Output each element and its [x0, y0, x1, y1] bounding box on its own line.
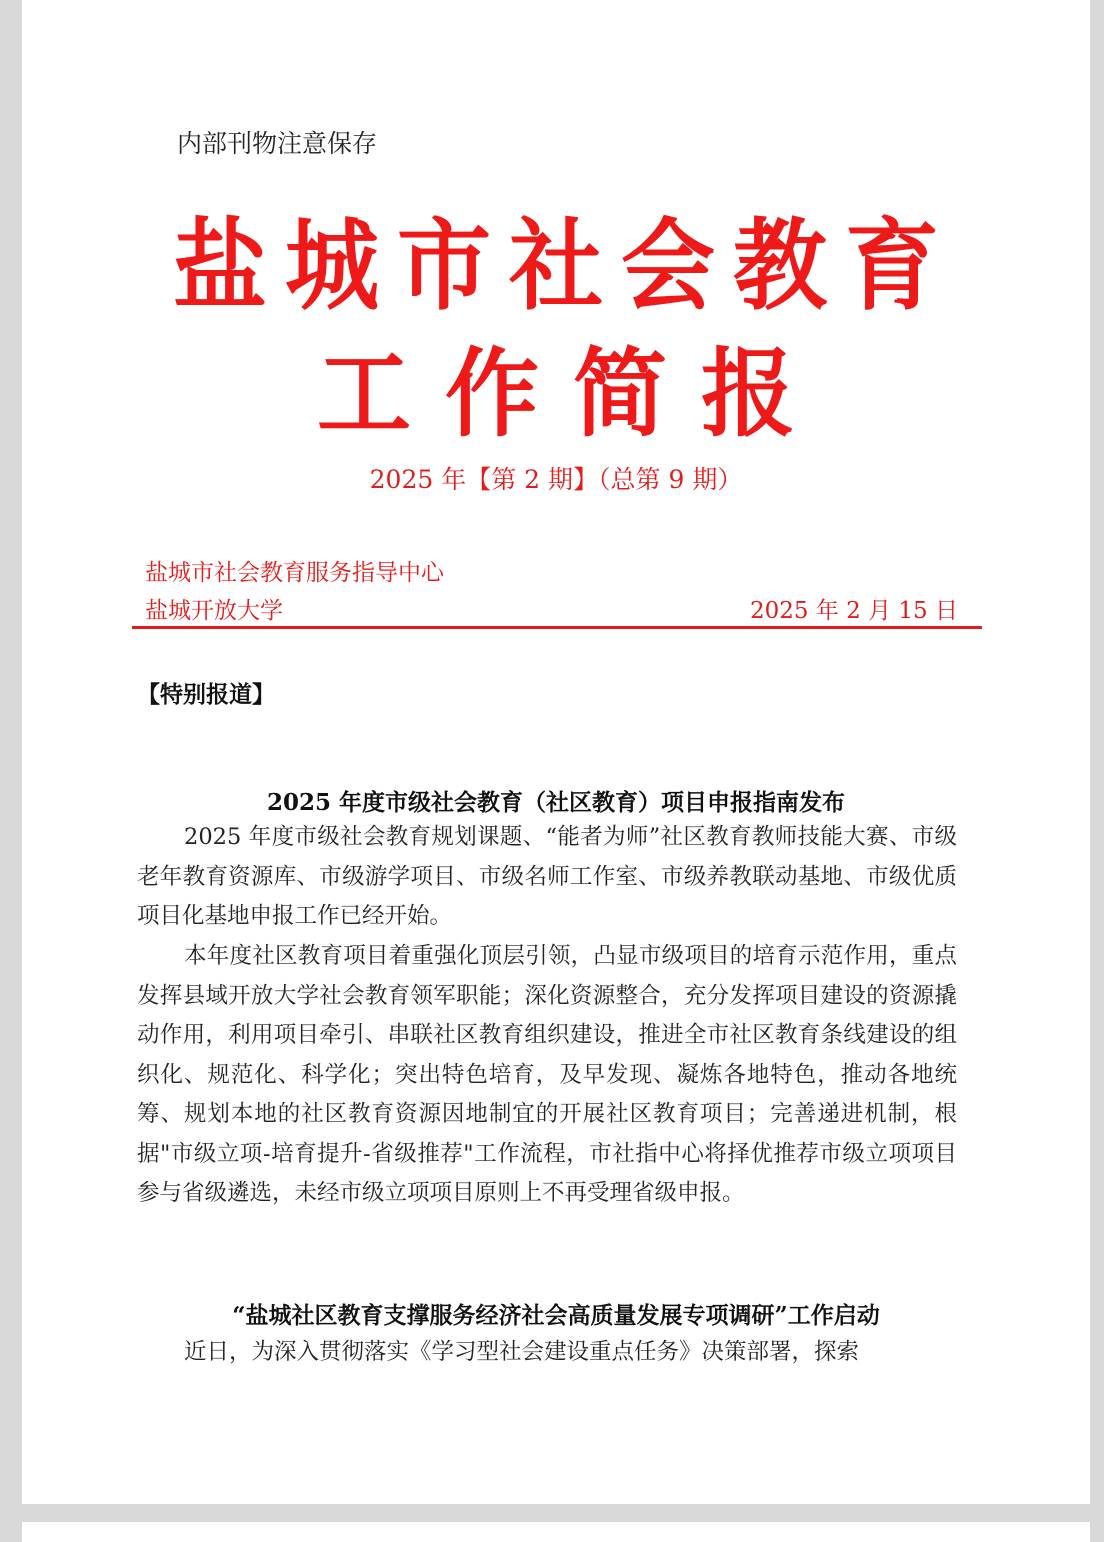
issue-number: 2025 年【第 2 期】（总第 9 期）: [369, 465, 743, 494]
publish-date: 2025 年 2 月 15 日: [750, 598, 958, 624]
document-page: [22, 0, 1090, 1504]
article-title: 2025 年度市级社会教育（社区教育）项目申报指南发布: [266, 789, 846, 816]
article-title: “盐城社区教育支撑服务经济社会高质量发展专项调研”工作启动: [232, 1302, 880, 1329]
header-divider: [132, 626, 982, 629]
masthead-title-line1: 盐城市社会教育: [172, 209, 957, 325]
publisher-line2: 盐城开放大学: [145, 598, 283, 624]
publisher-line1: 盐城市社会教育服务指导中心: [145, 560, 444, 586]
article-paragraph: 近日，为深入贯彻落实《学习型社会建设重点任务》决策部署，探索: [184, 1339, 860, 1365]
next-page-edge: [22, 1522, 1090, 1542]
section-label: 【特别报道】: [137, 681, 275, 708]
article-paragraph: 2025 年度市级社会教育规划课题、“能者为师”社区教育教师技能大赛、市级老年教育资源库、市级游学项目、市级名师工作室、市级养教联动基地、市级优质项目化基地申报工作已经开始。: [137, 824, 957, 929]
article-paragraph: 本年度社区教育项目着重强化顶层引领，凸显市级项目的培育示范作用，重点发挥县域开放大学社会教育领军职能；深化资源整合，充分发挥项目建设的资源撬动作用，利用项目牵引、串联社区教育组织建设，推进全市社区教育条线建设的组织化、规范化、科学化；突出特色培育，及早发现、凝炼各地特色，推动各地统筹、规划本地的社区教育资源因地制宜的开展社区教育项目；完善递进机制，根据"市级立项-培育提升-省级推荐"工作流程，市社指中心将择优推荐市级立项项目参与省级遴选，未经市级立项项目原则上不再受理省级申报。: [137, 943, 957, 1206]
masthead-title-line2: 工作简报: [316, 339, 829, 451]
internal-publication-notice: 内部刊物注意保存: [177, 129, 378, 158]
